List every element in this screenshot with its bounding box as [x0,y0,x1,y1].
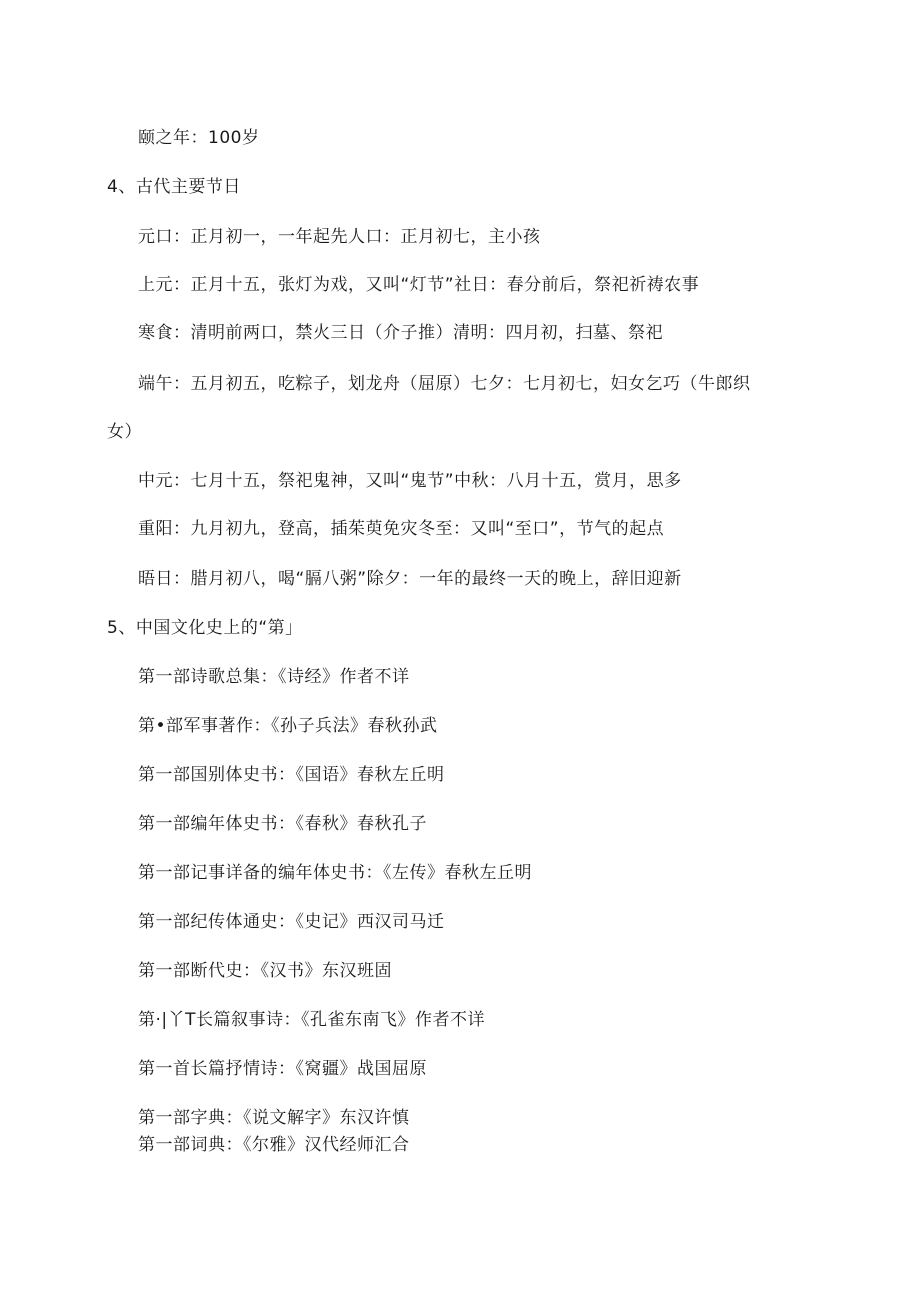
festival-line: 重阳：九月初九，登高，插茱萸免灾冬至：又叫“至口”，节气的起点 [138,519,665,539]
festival-line: 元口：正月初一，一年起先人口：正月初七，主小孩 [138,227,541,247]
first-work-line: 第·|丫T长篇叙事诗：《孔雀东南飞》作者不详 [138,1010,486,1030]
festival-line: 上元：正月十五，张灯为戏，又叫“灯节”社日：春分前后，祭祀祈祷农事 [138,275,700,295]
first-work-line: 第一部记事详备的编年体史书：《左传》春秋左丘明 [138,863,532,883]
first-work-line: 第一部词典：《尔雅》汉代经师汇合 [138,1135,410,1155]
festival-line: 寒食：清明前两口，禁火三日（介子推）清明：四月初，扫墓、祭祀 [138,323,663,343]
festival-line: 中元：七月十五，祭祀鬼神，又叫“鬼节”中秋：八月十五，赏月，思多 [138,471,682,491]
festival-line-continuation: 女） [107,422,142,442]
first-work-line: 第•部军事著作：《孙子兵法》春秋孙武 [138,716,438,736]
first-work-line: 第一部断代史：《汉书》东汉班固 [138,961,392,981]
festival-line: 端午：五月初五，吃粽子，划龙舟（屈原）七夕：七月初七，妇女乞巧（牛郎织 [138,374,751,394]
first-work-line: 第一部诗歌总集：《诗经》作者不详 [138,667,410,687]
first-work-line: 第一部国别体史书：《国语》春秋左丘明 [138,765,445,785]
first-work-line: 第一部编年体史书：《春秋》春秋孔子 [138,814,427,834]
section-5-title: 5、中国文化史上的“第」 [107,618,303,638]
intro-line: 颐之年：100岁 [138,128,260,148]
festival-line: 晤日：腊月初八，喝“膈八粥”除夕：一年的最终一天的晚上，辞旧迎新 [138,569,682,589]
first-work-line: 第一部纪传体通史：《史记》西汉司马迁 [138,912,445,932]
first-work-line: 第一部字典：《说文解字》东汉许慎 [138,1108,410,1128]
first-work-line: 第一首长篇抒情诗：《窝疆》战国屈原 [138,1059,427,1079]
section-4-title: 4、古代主要节日 [107,177,241,197]
